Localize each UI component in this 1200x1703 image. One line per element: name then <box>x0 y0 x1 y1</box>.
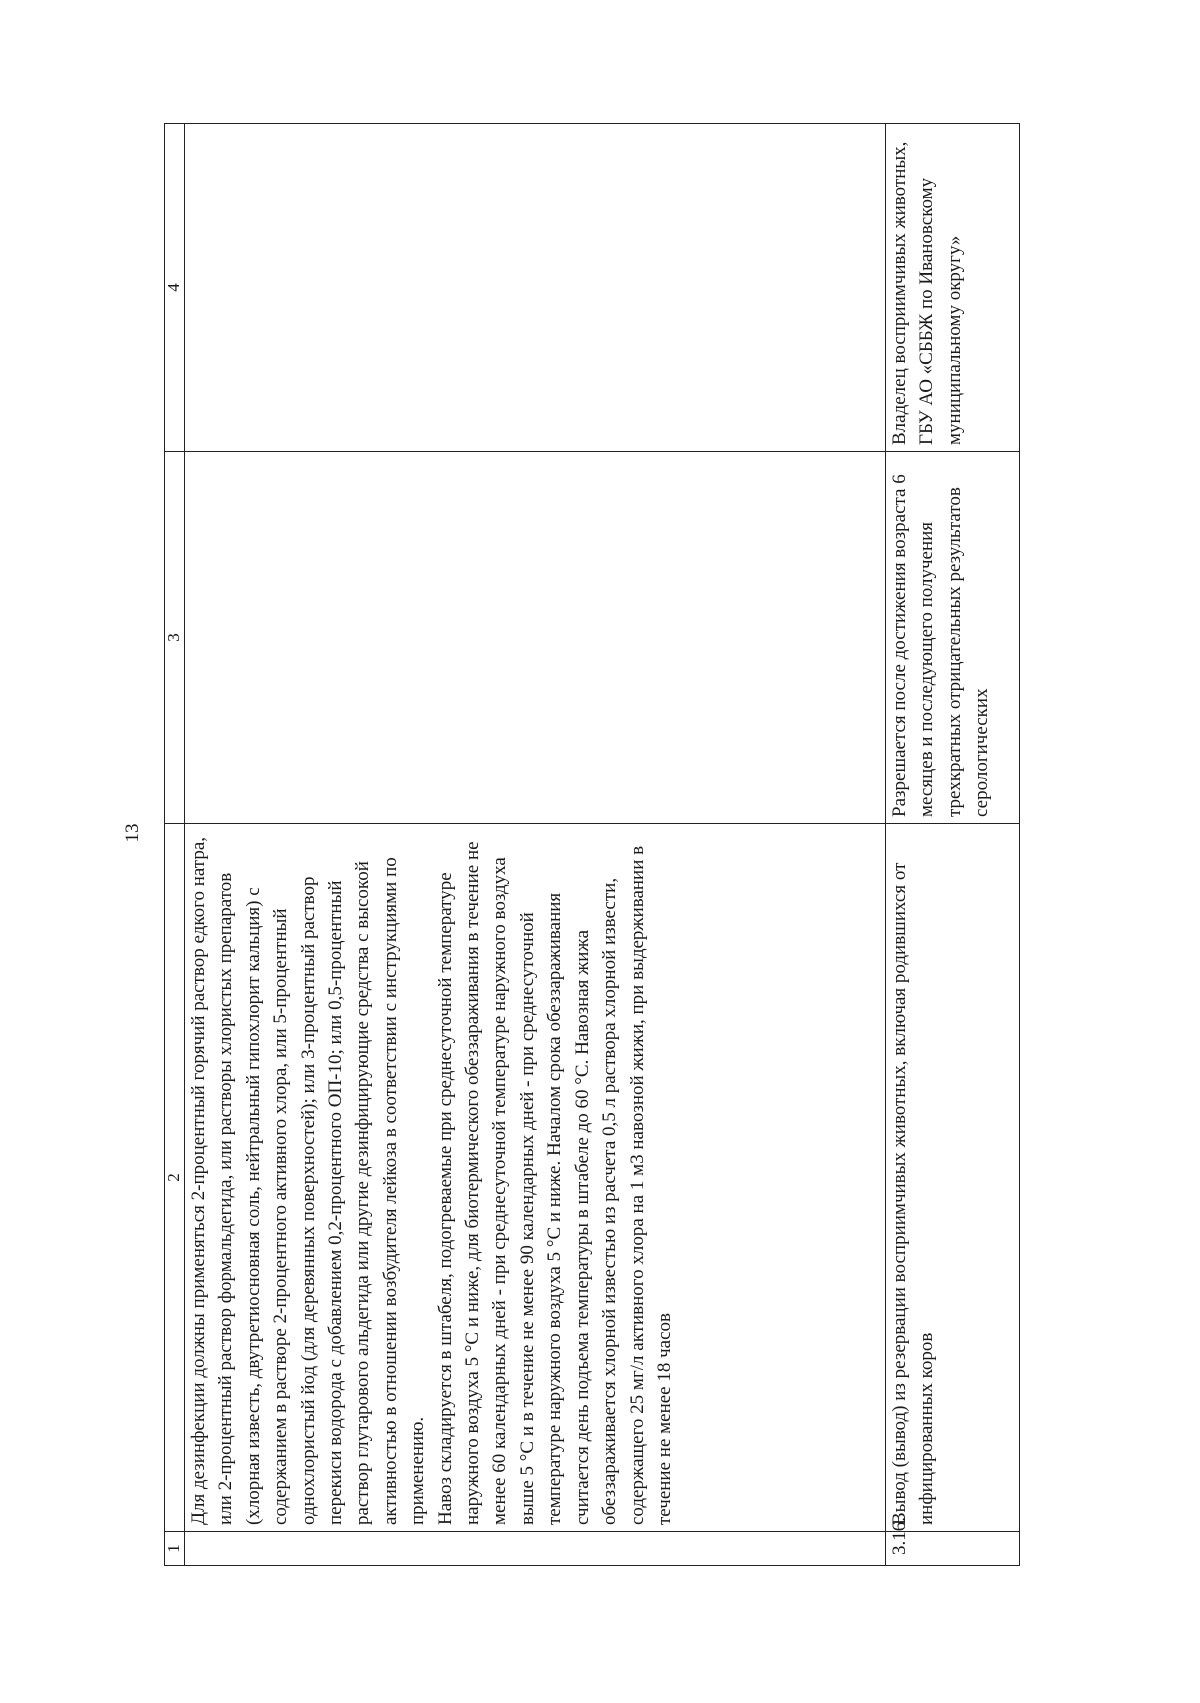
responsible-cell <box>185 124 886 452</box>
page-number: 13 <box>122 823 143 843</box>
rotated-table-frame <box>164 124 1088 1566</box>
condition-cell <box>185 452 886 824</box>
responsible-cell: Владелец восприимчивых животных, ГБУ АО «СББЖ по Ивановскому муниципальному округу» <box>886 124 1020 452</box>
condition-cell: Разрешается после достижения возраста 6 месяцев и последующего получения трехкратных отрицательных результатов серологических <box>886 452 1020 824</box>
row-number-cell <box>185 1532 886 1566</box>
table-row <box>886 124 1020 1566</box>
disinfection-paragraph: Для дезинфекции должны применяться 2-процентный горячий раствор едкого натра, или 2-процентный раствор формальдегида, или растворы хлористых препаратов (хлорная известь, двутретиосновная соль, нейтральный гипохлорит кальция) с содержанием в растворе 2-процентного активного хлора, или 5-процентный однохлористый йод (для деревянных поверхностей); или 3-процентный раствор перекиси водорода с добавлением 0,2-процентного ОП-10; или 0,5-процентный раствор глутарового альдегида или другие дезинфицирующие средства с высокой активностью в отношении возбудителя лейкоза в соответствии с инструкциями по применению. <box>188 832 429 1525</box>
table-row <box>185 124 886 1566</box>
content-cell: Вывод (вывод) из резервации восприимчивых животных, включая родившихся от инфицированных коров <box>886 824 1020 1532</box>
document-table <box>164 123 1020 1566</box>
header-col-1: 1 <box>165 1532 185 1566</box>
header-col-2: 2 <box>165 824 185 1532</box>
row-number-cell: 3.16. <box>886 1532 1020 1566</box>
manure-paragraph: Навоз складируется в штабеля, подогреваемые при среднесуточной температуре наружного воздуха 5 °С и ниже, для биотермического обеззараживания в течение не менее 60 календарных дней - при среднесуточной температуре наружного воздуха выше 5 °С и в течение не менее 90 календарных дней - при среднесуточной температуре наружного воздуха 5 °С и ниже. Началом срока обеззараживания считается день подъема температуры в штабеле до 60 °С. Навозная жижа обеззараживается хлорной известью из расчета 0,5 л раствора хлорной извести, содержащего 25 мг/л активного хлора на 1 м3 навозной жижи, при выдерживании в течение не менее 18 часов <box>434 836 675 1525</box>
header-col-3: 3 <box>165 452 185 824</box>
content-cell <box>185 824 886 1532</box>
table-header-row <box>165 124 185 1566</box>
header-col-4: 4 <box>165 124 185 452</box>
